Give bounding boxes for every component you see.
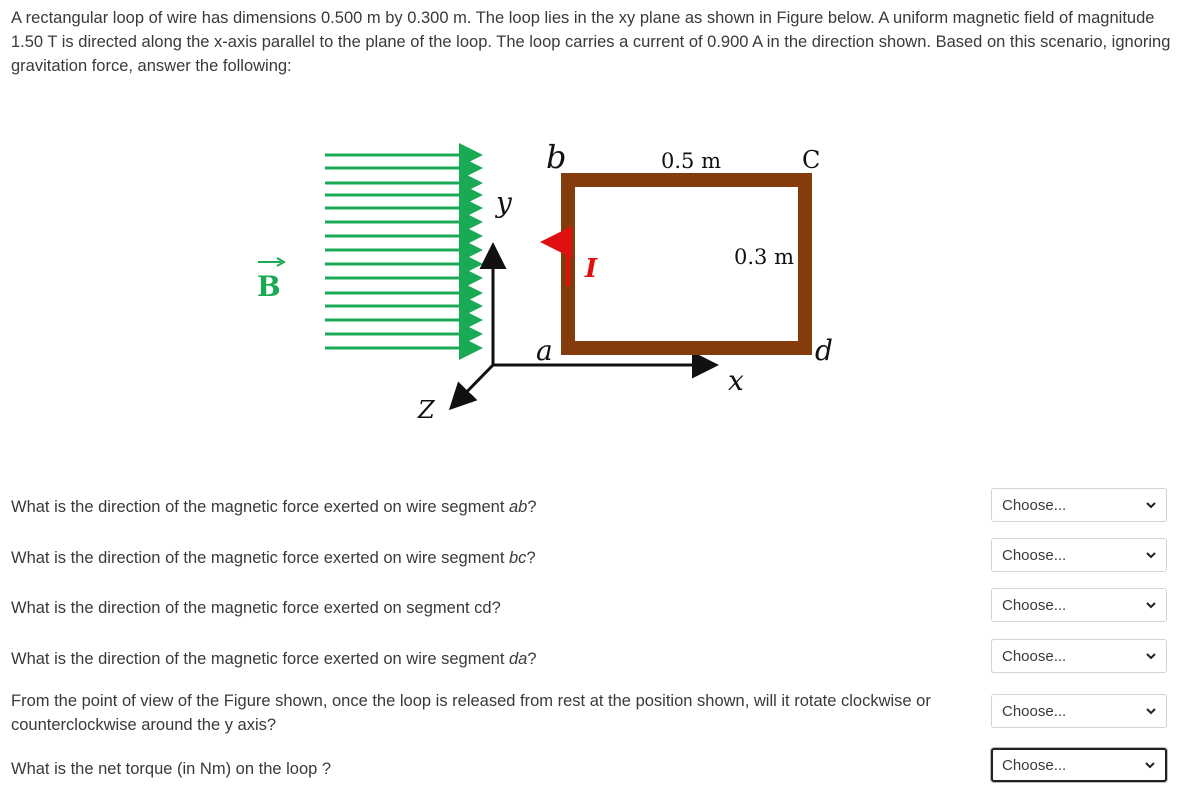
segment-label: da [509, 650, 528, 668]
select-value: Choose... [1002, 496, 1067, 514]
question-text: What is the direction of the magnetic force exerted on wire segment [11, 549, 509, 567]
answer-select-torque[interactable] [991, 748, 1167, 782]
question-text: What is the direction of the magnetic force exerted on segment cd? [11, 599, 501, 617]
corner-c-label: C [802, 146, 821, 174]
axes [451, 245, 716, 408]
field-arrows [325, 155, 480, 348]
answer-select-da[interactable] [991, 639, 1167, 673]
corner-a-label: a [536, 334, 553, 367]
answer-select-rotation[interactable] [991, 694, 1167, 728]
question-suffix: ? [526, 549, 536, 567]
question-text: What is the net torque (in Nm) on the loop ? [11, 760, 332, 778]
chevron-down-icon [1145, 549, 1157, 561]
x-axis-label: x [728, 364, 744, 397]
question-bc [11, 546, 951, 570]
current-label: I [585, 254, 598, 284]
select-value: Choose... [1002, 596, 1067, 614]
select-value: Choose... [1002, 702, 1067, 720]
chevron-down-icon [1145, 599, 1157, 611]
select-value: Choose... [1002, 647, 1067, 665]
y-axis-label: y [496, 186, 512, 219]
question-suffix: ? [527, 650, 537, 668]
select-value: Choose... [1002, 756, 1067, 774]
chevron-down-icon [1145, 499, 1157, 511]
segment-label: bc [509, 549, 527, 567]
corner-d-label: d [815, 334, 833, 367]
segment-label: ab [509, 498, 528, 516]
length-label: 0.5 m [661, 149, 721, 173]
question-torque [11, 757, 951, 781]
corner-b-label: b [546, 138, 567, 176]
chevron-down-icon [1144, 759, 1156, 771]
width-label: 0.3 m [734, 245, 794, 269]
question-da [11, 647, 951, 671]
z-axis-label: Z [418, 396, 435, 424]
answer-select-cd[interactable] [991, 588, 1167, 622]
question-rotation [11, 689, 951, 737]
select-value: Choose... [1002, 546, 1067, 564]
problem-statement: A rectangular loop of wire has dimensions 0.500 m by 0.300 m. The loop lies in the xy plane as shown in Figure below. A uniform magnetic field of magnitude 1.50 T is directed along the x-axis parallel to the plane of the loop. The loop carries a current of 0.900 A in the direction shown. Based on this scenario, ignoring gravitation force, answer the following: [11, 9, 1171, 75]
question-cd [11, 596, 951, 620]
chevron-down-icon [1145, 705, 1157, 717]
question-text: What is the direction of the magnetic force exerted on wire segment [11, 498, 509, 516]
b-field-label: B [257, 270, 281, 303]
question-ab [11, 495, 951, 519]
question-suffix: ? [527, 498, 537, 516]
answer-select-bc[interactable] [991, 538, 1167, 572]
answer-select-ab[interactable] [991, 488, 1167, 522]
question-text: From the point of view of the Figure shown, once the loop is released from rest at the position shown, will it rotate clockwise or counterclockwise around the y axis? [11, 692, 931, 734]
question-text: What is the direction of the magnetic force exerted on wire segment [11, 650, 509, 668]
chevron-down-icon [1145, 650, 1157, 662]
